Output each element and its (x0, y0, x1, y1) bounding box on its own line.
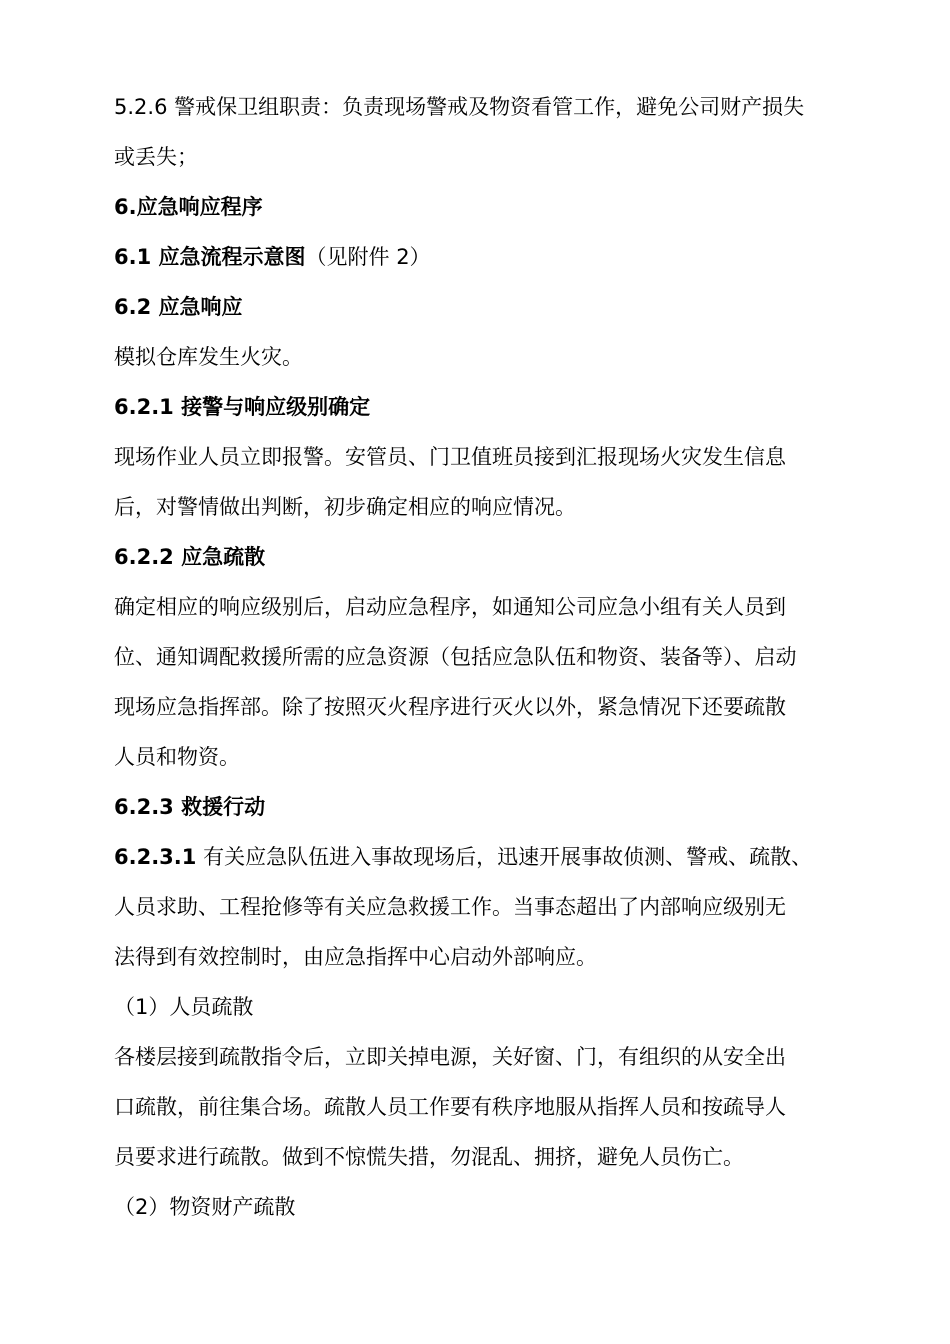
text-6-2-1-line1: 现场作业人员立即报警。安管员、门卫值班员接到汇报现场火灾发生信息 (114, 445, 786, 469)
text-6-2-2-line3: 现场应急指挥部。除了按照灭火程序进行灭火以外，紧急情况下还要疏散 (114, 695, 786, 719)
text-6-2-2-line1: 确定相应的响应级别后，启动应急程序，如通知公司应急小组有关人员到 (114, 595, 786, 619)
text-6-2-1-line2: 后，对警情做出判断，初步确定相应的响应情况。 (114, 495, 576, 519)
text-6-2-3-1-line1 (114, 837, 844, 877)
text-6-2-3-1-line2: 人员求助、工程抢修等有关应急救援工作。当事态超出了内部响应级别无 (114, 895, 786, 919)
label-6-2-3-1: 6.2.3.1 (114, 845, 197, 869)
subheading-property-evacuation: （2）物资财产疏散 (114, 1195, 296, 1219)
text-6-2-3-1-body: 有关应急队伍进入事故现场后，迅速开展事故侦测、警戒、疏散、 (196, 845, 813, 869)
heading-6-2-2: 6.2.2 应急疏散 (114, 545, 266, 569)
heading-6-1-note: （见附件 2） (305, 245, 431, 269)
text-scenario: 模拟仓库发生火灾。 (114, 345, 303, 369)
heading-6-2-3: 6.2.3 救援行动 (114, 795, 266, 819)
text-evacuation-line1: 各楼层接到疏散指令后，立即关掉电源，关好窗、门，有组织的从安全出 (114, 1045, 786, 1069)
text-6-2-3-1-line3: 法得到有效控制时，由应急指挥中心启动外部响应。 (114, 945, 597, 969)
heading-6-2: 6.2 应急响应 (114, 295, 243, 319)
text-6-2-2-line2: 位、通知调配救援所需的应急资源（包括应急队伍和物资、装备等）、启动 (114, 645, 797, 669)
text-evacuation-line2: 口疏散，前往集合场。疏散人员工作要有秩序地服从指挥人员和按疏导人 (114, 1095, 786, 1119)
subheading-personnel-evacuation: （1）人员疏散 (114, 995, 254, 1019)
heading-6-1 (114, 237, 844, 277)
heading-6-2-1: 6.2.1 接警与响应级别确定 (114, 395, 371, 419)
heading-6: 6.应急响应程序 (114, 195, 263, 219)
text-6-2-2-line4: 人员和物资。 (114, 745, 240, 769)
heading-6-1-bold: 6.1 应急流程示意图 (114, 245, 306, 269)
text-line-5-2-6-cont: 或丢失； (114, 145, 198, 169)
text-evacuation-line3: 员要求进行疏散。做到不惊慌失措，勿混乱、拥挤，避免人员伤亡。 (114, 1145, 744, 1169)
text-line-5-2-6: 5.2.6 警戒保卫组职责：负责现场警戒及物资看管工作，避免公司财产损失 (114, 95, 805, 119)
